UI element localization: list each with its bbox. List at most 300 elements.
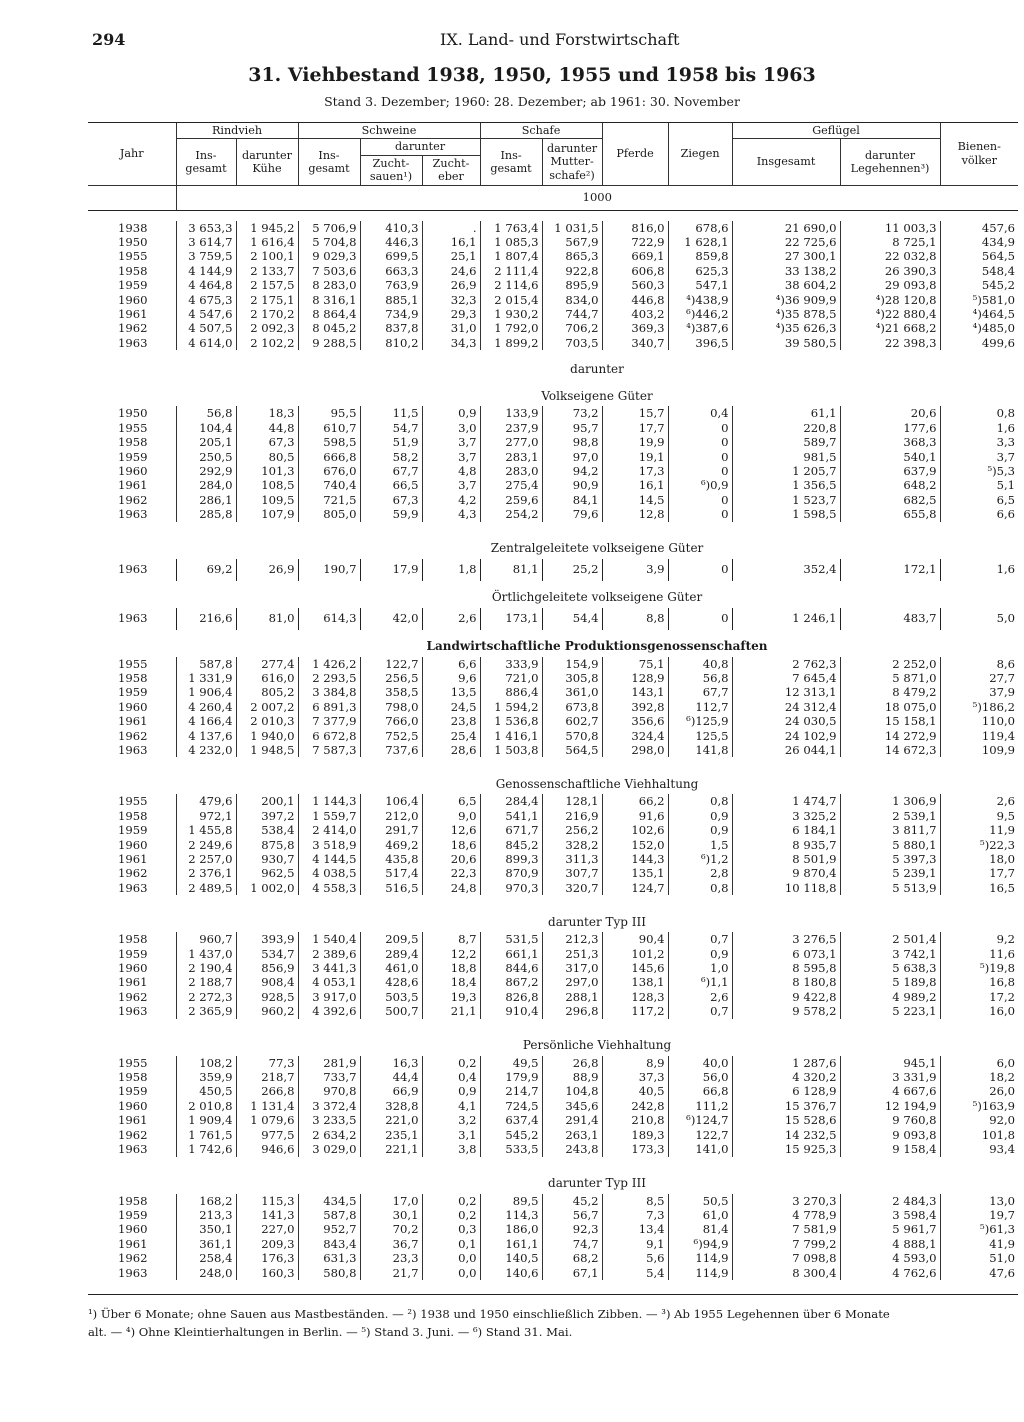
value-cell: 251,3 bbox=[542, 947, 602, 961]
value-cell: 177,6 bbox=[840, 421, 940, 435]
value-cell: 138,1 bbox=[602, 975, 668, 989]
table-row bbox=[88, 336, 1018, 350]
value-cell: 4,1 bbox=[422, 1099, 480, 1113]
value-cell: 49,5 bbox=[480, 1056, 542, 1070]
value-cell: 946,6 bbox=[236, 1142, 298, 1156]
spacer-row bbox=[88, 1157, 1018, 1167]
section-title: darunter Typ III bbox=[548, 914, 647, 929]
footnote-line-1: ¹) Über 6 Monate; ohne Sauen aus Mastbeständen. — ²) 1938 und 1950 einschließlich Zibben. — ³) Ab 1955 Legehennen über 6 Monate bbox=[88, 1307, 890, 1321]
table-row bbox=[88, 1099, 1018, 1113]
year-cell: 1962 bbox=[118, 728, 148, 743]
value-cell: 0 bbox=[668, 464, 732, 478]
value-cell: 1 540,4 bbox=[298, 932, 360, 946]
value-cell: 663,3 bbox=[360, 264, 422, 278]
value-cell: 3,3 bbox=[940, 435, 1018, 449]
table-row bbox=[88, 608, 1018, 630]
value-cell: 479,6 bbox=[176, 794, 236, 808]
section-title: darunter bbox=[570, 361, 624, 376]
value-cell: 94,2 bbox=[542, 464, 602, 478]
value-cell: 3 742,1 bbox=[840, 947, 940, 961]
value-cell: 1 906,4 bbox=[176, 685, 236, 699]
value-cell: 4 507,5 bbox=[176, 321, 236, 335]
value-cell: 2 365,9 bbox=[176, 1004, 236, 1018]
value-cell: 721,0 bbox=[480, 671, 542, 685]
col-schaf-mutter: darunter Mutter- schafe²) bbox=[542, 139, 602, 185]
value-cell: 25,2 bbox=[542, 559, 602, 581]
value-cell: 40,5 bbox=[602, 1084, 668, 1098]
value-cell: 805,0 bbox=[298, 507, 360, 521]
value-cell: 56,7 bbox=[542, 1208, 602, 1222]
value-cell: 27 300,1 bbox=[732, 249, 840, 263]
value-cell: 93,4 bbox=[940, 1142, 1018, 1156]
value-cell: 3,7 bbox=[940, 450, 1018, 464]
value-cell: 845,2 bbox=[480, 838, 542, 852]
value-cell: 676,0 bbox=[298, 464, 360, 478]
value-cell: 275,4 bbox=[480, 478, 542, 492]
value-cell: 469,2 bbox=[360, 838, 422, 852]
value-cell: 220,8 bbox=[732, 421, 840, 435]
table-row bbox=[88, 961, 1018, 975]
value-cell: 972,1 bbox=[176, 809, 236, 823]
value-cell: 1 331,9 bbox=[176, 671, 236, 685]
value-cell: 1 909,4 bbox=[176, 1113, 236, 1127]
value-cell: 6 073,1 bbox=[732, 947, 840, 961]
value-cell: 3 441,3 bbox=[298, 961, 360, 975]
value-cell: 56,8 bbox=[668, 671, 732, 685]
value-cell: 15 528,6 bbox=[732, 1113, 840, 1127]
value-cell: 724,5 bbox=[480, 1099, 542, 1113]
value-cell: 18,3 bbox=[236, 406, 298, 420]
table-row bbox=[88, 1266, 1018, 1280]
value-cell: 9,1 bbox=[602, 1237, 668, 1251]
col-schaf-insgesamt: Ins- gesamt bbox=[480, 139, 542, 185]
value-cell: 538,4 bbox=[236, 823, 298, 837]
value-cell: 111,2 bbox=[668, 1099, 732, 1113]
value-cell: 216,9 bbox=[542, 809, 602, 823]
value-cell: 8 935,7 bbox=[732, 838, 840, 852]
value-cell: 0,9 bbox=[668, 823, 732, 837]
value-cell: 0,7 bbox=[668, 1004, 732, 1018]
value-cell: 2 188,7 bbox=[176, 975, 236, 989]
year-cell: 1959 bbox=[118, 278, 148, 293]
value-cell: 6,5 bbox=[422, 794, 480, 808]
value-cell: 3 917,0 bbox=[298, 990, 360, 1004]
value-cell: 4 166,4 bbox=[176, 714, 236, 728]
value-cell: 4 137,6 bbox=[176, 729, 236, 743]
value-cell: 186,0 bbox=[480, 1222, 542, 1236]
value-cell: 9 029,3 bbox=[298, 249, 360, 263]
value-cell: 970,8 bbox=[298, 1084, 360, 1098]
spacer-row bbox=[88, 522, 1018, 532]
value-cell: 172,1 bbox=[840, 559, 940, 581]
value-cell: 1 426,2 bbox=[298, 657, 360, 671]
value-cell: 0 bbox=[668, 421, 732, 435]
value-cell: 734,9 bbox=[360, 307, 422, 321]
value-cell: 216,6 bbox=[176, 608, 236, 630]
value-cell: 2 257,0 bbox=[176, 852, 236, 866]
table-row bbox=[88, 671, 1018, 685]
value-cell: 160,3 bbox=[236, 1266, 298, 1280]
year-cell: 1961 bbox=[118, 852, 148, 866]
value-cell: 393,9 bbox=[236, 932, 298, 946]
value-cell: 0,8 bbox=[940, 406, 1018, 420]
value-cell: 1 792,0 bbox=[480, 321, 542, 335]
value-cell: 25,1 bbox=[422, 249, 480, 263]
value-cell: 9 870,4 bbox=[732, 866, 840, 880]
col-schw-insgesamt: Ins- gesamt bbox=[298, 139, 360, 185]
year-cell: 1938 bbox=[118, 220, 148, 235]
value-cell: 2 634,2 bbox=[298, 1128, 360, 1142]
value-cell: 4 144,5 bbox=[298, 852, 360, 866]
spacer-row bbox=[88, 350, 1018, 360]
value-cell: 2 376,1 bbox=[176, 866, 236, 880]
value-cell: 108,5 bbox=[236, 478, 298, 492]
value-cell: 256,5 bbox=[360, 671, 422, 685]
value-cell: 1 144,3 bbox=[298, 794, 360, 808]
value-cell: 154,9 bbox=[542, 657, 602, 671]
year-cell: 1961 bbox=[118, 478, 148, 493]
unit-label: 1000 bbox=[176, 185, 1018, 210]
value-cell: 39 580,5 bbox=[732, 336, 840, 350]
value-cell: 8 283,0 bbox=[298, 278, 360, 292]
table-row bbox=[88, 559, 1018, 581]
value-cell: 2 389,6 bbox=[298, 947, 360, 961]
value-cell: 540,1 bbox=[840, 450, 940, 464]
year-cell: 1959 bbox=[118, 685, 148, 700]
value-cell: 4 320,2 bbox=[732, 1070, 840, 1084]
value-cell: 1 536,8 bbox=[480, 714, 542, 728]
footnotes bbox=[88, 1305, 1018, 1341]
year-cell: 1959 bbox=[118, 946, 148, 961]
value-cell: 328,8 bbox=[360, 1099, 422, 1113]
value-cell: 541,1 bbox=[480, 809, 542, 823]
value-cell: 856,9 bbox=[236, 961, 298, 975]
value-cell: ⁵)163,9 bbox=[940, 1099, 1018, 1113]
value-cell: 0,0 bbox=[422, 1251, 480, 1265]
value-cell: 237,9 bbox=[480, 421, 542, 435]
value-cell: ⁴)28 120,8 bbox=[840, 293, 940, 307]
value-cell: 11,9 bbox=[940, 823, 1018, 837]
value-cell: 50,5 bbox=[668, 1194, 732, 1208]
year-cell: 1955 bbox=[118, 1055, 148, 1070]
value-cell: 3 372,4 bbox=[298, 1099, 360, 1113]
value-cell: 143,1 bbox=[602, 685, 668, 699]
value-cell: 122,7 bbox=[360, 657, 422, 671]
value-cell: ⁶)1,1 bbox=[668, 975, 732, 989]
value-cell: 292,9 bbox=[176, 464, 236, 478]
value-cell: 1 306,9 bbox=[840, 794, 940, 808]
value-cell: 648,2 bbox=[840, 478, 940, 492]
value-cell: 44,4 bbox=[360, 1070, 422, 1084]
spacer-row bbox=[88, 210, 1018, 221]
year-cell: 1958 bbox=[118, 435, 148, 450]
value-cell: 119,4 bbox=[940, 729, 1018, 743]
value-cell: 548,4 bbox=[940, 264, 1018, 278]
value-cell: 699,5 bbox=[360, 249, 422, 263]
value-cell: 8 501,9 bbox=[732, 852, 840, 866]
value-cell: 281,9 bbox=[298, 1056, 360, 1070]
year-cell: 1960 bbox=[118, 961, 148, 976]
value-cell: 3,1 bbox=[422, 1128, 480, 1142]
section-title: darunter Typ III bbox=[548, 1176, 647, 1191]
table-row bbox=[88, 249, 1018, 263]
value-cell: 2 015,4 bbox=[480, 293, 542, 307]
value-cell: 0,2 bbox=[422, 1056, 480, 1070]
value-cell: 6,6 bbox=[940, 507, 1018, 521]
table-row bbox=[88, 493, 1018, 507]
value-cell: 655,8 bbox=[840, 507, 940, 521]
value-cell: 8,7 bbox=[422, 932, 480, 946]
table-row bbox=[88, 809, 1018, 823]
value-cell: 10 118,8 bbox=[732, 881, 840, 895]
value-cell: 210,8 bbox=[602, 1113, 668, 1127]
value-cell: 212,0 bbox=[360, 809, 422, 823]
value-cell: 1 437,0 bbox=[176, 947, 236, 961]
value-cell: 1 761,5 bbox=[176, 1128, 236, 1142]
value-cell: 5,0 bbox=[940, 608, 1018, 630]
value-cell: 13,5 bbox=[422, 685, 480, 699]
value-cell: 844,6 bbox=[480, 961, 542, 975]
value-cell: 533,5 bbox=[480, 1142, 542, 1156]
value-cell: 128,9 bbox=[602, 671, 668, 685]
value-cell: 8 316,1 bbox=[298, 293, 360, 307]
value-cell: 176,3 bbox=[236, 1251, 298, 1265]
value-cell: 0,3 bbox=[422, 1222, 480, 1236]
value-cell: 283,1 bbox=[480, 450, 542, 464]
value-cell: 945,1 bbox=[840, 1056, 940, 1070]
value-cell: 960,2 bbox=[236, 1004, 298, 1018]
value-cell: 73,2 bbox=[542, 406, 602, 420]
value-cell: 0,2 bbox=[422, 1208, 480, 1222]
value-cell: 128,3 bbox=[602, 990, 668, 1004]
value-cell: 92,0 bbox=[940, 1113, 1018, 1127]
value-cell: 1 205,7 bbox=[732, 464, 840, 478]
value-cell: 8 045,2 bbox=[298, 321, 360, 335]
value-cell: 0 bbox=[668, 559, 732, 581]
value-cell: 8 725,1 bbox=[840, 235, 940, 249]
value-cell: 288,1 bbox=[542, 990, 602, 1004]
section-title-row bbox=[88, 1167, 1018, 1194]
value-cell: 2 175,1 bbox=[236, 293, 298, 307]
value-cell: 4 547,6 bbox=[176, 307, 236, 321]
value-cell: 21 690,0 bbox=[732, 221, 840, 235]
year-cell: 1960 bbox=[118, 699, 148, 714]
value-cell: 1 594,2 bbox=[480, 700, 542, 714]
value-cell: 66,9 bbox=[360, 1084, 422, 1098]
section-title: Volkseigene Güter bbox=[541, 388, 653, 403]
value-cell: 12,6 bbox=[422, 823, 480, 837]
value-cell: 66,2 bbox=[602, 794, 668, 808]
value-cell: 24,8 bbox=[422, 881, 480, 895]
year-cell: 1959 bbox=[118, 1207, 148, 1222]
value-cell: 9 093,8 bbox=[840, 1128, 940, 1142]
value-cell: 122,7 bbox=[668, 1128, 732, 1142]
value-cell: 8 864,4 bbox=[298, 307, 360, 321]
value-cell: 12 194,9 bbox=[840, 1099, 940, 1113]
section-title-row bbox=[88, 767, 1018, 794]
value-cell: 4 260,4 bbox=[176, 700, 236, 714]
value-cell: 587,8 bbox=[298, 1208, 360, 1222]
value-cell: 8 300,4 bbox=[732, 1266, 840, 1280]
value-cell: 307,7 bbox=[542, 866, 602, 880]
value-cell: 17,9 bbox=[360, 559, 422, 581]
value-cell: 4 888,1 bbox=[840, 1237, 940, 1251]
value-cell: 358,5 bbox=[360, 685, 422, 699]
value-cell: 42,0 bbox=[360, 608, 422, 630]
table-row bbox=[88, 1070, 1018, 1084]
value-cell: ⁴)387,6 bbox=[668, 321, 732, 335]
value-cell: 6 672,8 bbox=[298, 729, 360, 743]
col-schafe: Schafe bbox=[480, 123, 602, 139]
value-cell: 2 157,5 bbox=[236, 278, 298, 292]
value-cell: 2 114,6 bbox=[480, 278, 542, 292]
value-cell: 5 397,3 bbox=[840, 852, 940, 866]
value-cell: 18,8 bbox=[422, 961, 480, 975]
value-cell: 4 614,0 bbox=[176, 336, 236, 350]
table-end-rule bbox=[88, 1290, 1018, 1295]
table-row bbox=[88, 1056, 1018, 1070]
value-cell: 212,3 bbox=[542, 932, 602, 946]
value-cell: 545,2 bbox=[940, 278, 1018, 292]
table-row bbox=[88, 464, 1018, 478]
value-cell: 1 559,7 bbox=[298, 809, 360, 823]
value-cell: 3 331,9 bbox=[840, 1070, 940, 1084]
value-cell: 54,4 bbox=[542, 608, 602, 630]
value-cell: 826,8 bbox=[480, 990, 542, 1004]
value-cell: 88,9 bbox=[542, 1070, 602, 1084]
value-cell: 3 325,2 bbox=[732, 809, 840, 823]
value-cell: 20,6 bbox=[840, 406, 940, 420]
value-cell: 95,5 bbox=[298, 406, 360, 420]
year-cell: 1961 bbox=[118, 1113, 148, 1128]
value-cell: 47,6 bbox=[940, 1266, 1018, 1280]
value-cell: 26 044,1 bbox=[732, 743, 840, 757]
col-schw-darunter: darunter bbox=[360, 139, 480, 155]
value-cell: 570,8 bbox=[542, 729, 602, 743]
value-cell: 4 232,0 bbox=[176, 743, 236, 757]
value-cell: 4 593,0 bbox=[840, 1251, 940, 1265]
value-cell: 2 489,5 bbox=[176, 881, 236, 895]
value-cell: 209,5 bbox=[360, 932, 422, 946]
value-cell: 59,9 bbox=[360, 507, 422, 521]
value-cell: 9 760,8 bbox=[840, 1113, 940, 1127]
value-cell: 1 031,5 bbox=[542, 221, 602, 235]
year-cell: 1955 bbox=[118, 249, 148, 264]
table-row bbox=[88, 700, 1018, 714]
value-cell: 81,0 bbox=[236, 608, 298, 630]
value-cell: 26 390,3 bbox=[840, 264, 940, 278]
value-cell: 16,8 bbox=[940, 975, 1018, 989]
col-rindvieh: Rindvieh bbox=[176, 123, 298, 139]
value-cell: 107,9 bbox=[236, 507, 298, 521]
value-cell: 0 bbox=[668, 507, 732, 521]
value-cell: 125,5 bbox=[668, 729, 732, 743]
value-cell: 870,9 bbox=[480, 866, 542, 880]
col-schweine: Schweine bbox=[298, 123, 480, 139]
value-cell: 24 102,9 bbox=[732, 729, 840, 743]
value-cell: 4 667,6 bbox=[840, 1084, 940, 1098]
value-cell: 13,4 bbox=[602, 1222, 668, 1236]
value-cell: 1 598,5 bbox=[732, 507, 840, 521]
value-cell: 722,9 bbox=[602, 235, 668, 249]
section-title: Genossenschaftliche Viehhaltung bbox=[495, 776, 699, 791]
value-cell: 17,2 bbox=[940, 990, 1018, 1004]
year-cell: 1958 bbox=[118, 263, 148, 278]
value-cell: 2,6 bbox=[940, 794, 1018, 808]
value-cell: ⁶)1,2 bbox=[668, 852, 732, 866]
value-cell: 16,5 bbox=[940, 881, 1018, 895]
value-cell: 11,5 bbox=[360, 406, 422, 420]
value-cell: 2 484,3 bbox=[840, 1194, 940, 1208]
value-cell: 16,3 bbox=[360, 1056, 422, 1070]
value-cell: 22,3 bbox=[422, 866, 480, 880]
table-row bbox=[88, 657, 1018, 671]
table-row bbox=[88, 1208, 1018, 1222]
value-cell: 91,6 bbox=[602, 809, 668, 823]
value-cell: 352,4 bbox=[732, 559, 840, 581]
livestock-table bbox=[88, 122, 1018, 1295]
footnote-line-2: alt. — ⁴) Ohne Kleintierhaltungen in Berlin. — ⁵) Stand 3. Juni. — ⁶) Stand 31. Mai. bbox=[88, 1325, 573, 1339]
value-cell: ⁶)94,9 bbox=[668, 1237, 732, 1251]
value-cell: 23,8 bbox=[422, 714, 480, 728]
value-cell: 564,5 bbox=[940, 249, 1018, 263]
value-cell: 277,4 bbox=[236, 657, 298, 671]
value-cell: 0,9 bbox=[668, 809, 732, 823]
value-cell: 19,1 bbox=[602, 450, 668, 464]
value-cell: 15 158,1 bbox=[840, 714, 940, 728]
value-cell: 2 501,4 bbox=[840, 932, 940, 946]
year-cell: 1960 bbox=[118, 837, 148, 852]
value-cell: 4,3 bbox=[422, 507, 480, 521]
value-cell: 428,6 bbox=[360, 975, 422, 989]
col-pferde: Pferde bbox=[602, 123, 668, 186]
value-cell: 1 455,8 bbox=[176, 823, 236, 837]
value-cell: 110,0 bbox=[940, 714, 1018, 728]
value-cell: 678,6 bbox=[668, 221, 732, 235]
value-cell: 291,7 bbox=[360, 823, 422, 837]
table-row bbox=[88, 478, 1018, 492]
year-cell: 1962 bbox=[118, 1251, 148, 1266]
value-cell: 7,3 bbox=[602, 1208, 668, 1222]
value-cell: 77,3 bbox=[236, 1056, 298, 1070]
table-row bbox=[88, 264, 1018, 278]
value-cell: 740,4 bbox=[298, 478, 360, 492]
col-jahr: Jahr bbox=[88, 123, 176, 186]
value-cell: 3 614,7 bbox=[176, 235, 236, 249]
value-cell: 25,4 bbox=[422, 729, 480, 743]
section-title-row bbox=[88, 532, 1018, 559]
value-cell: 109,9 bbox=[940, 743, 1018, 757]
value-cell: 981,5 bbox=[732, 450, 840, 464]
value-cell: 97,0 bbox=[542, 450, 602, 464]
value-cell: 2 010,3 bbox=[236, 714, 298, 728]
section-title: Landwirtschaftliche Produktionsgenossenschaften bbox=[426, 639, 768, 654]
value-cell: 0,8 bbox=[668, 881, 732, 895]
value-cell: 1 807,4 bbox=[480, 249, 542, 263]
table-row bbox=[88, 838, 1018, 852]
value-cell: 296,8 bbox=[542, 1004, 602, 1018]
value-cell: 242,8 bbox=[602, 1099, 668, 1113]
value-cell: 3 276,5 bbox=[732, 932, 840, 946]
value-cell: 4 989,2 bbox=[840, 990, 940, 1004]
value-cell: 1,5 bbox=[668, 838, 732, 852]
value-cell: 2 102,2 bbox=[236, 336, 298, 350]
value-cell: 661,1 bbox=[480, 947, 542, 961]
value-cell: 16,0 bbox=[940, 1004, 1018, 1018]
value-cell: 5 880,1 bbox=[840, 838, 940, 852]
value-cell: 5 239,1 bbox=[840, 866, 940, 880]
value-cell: 0,2 bbox=[422, 1194, 480, 1208]
